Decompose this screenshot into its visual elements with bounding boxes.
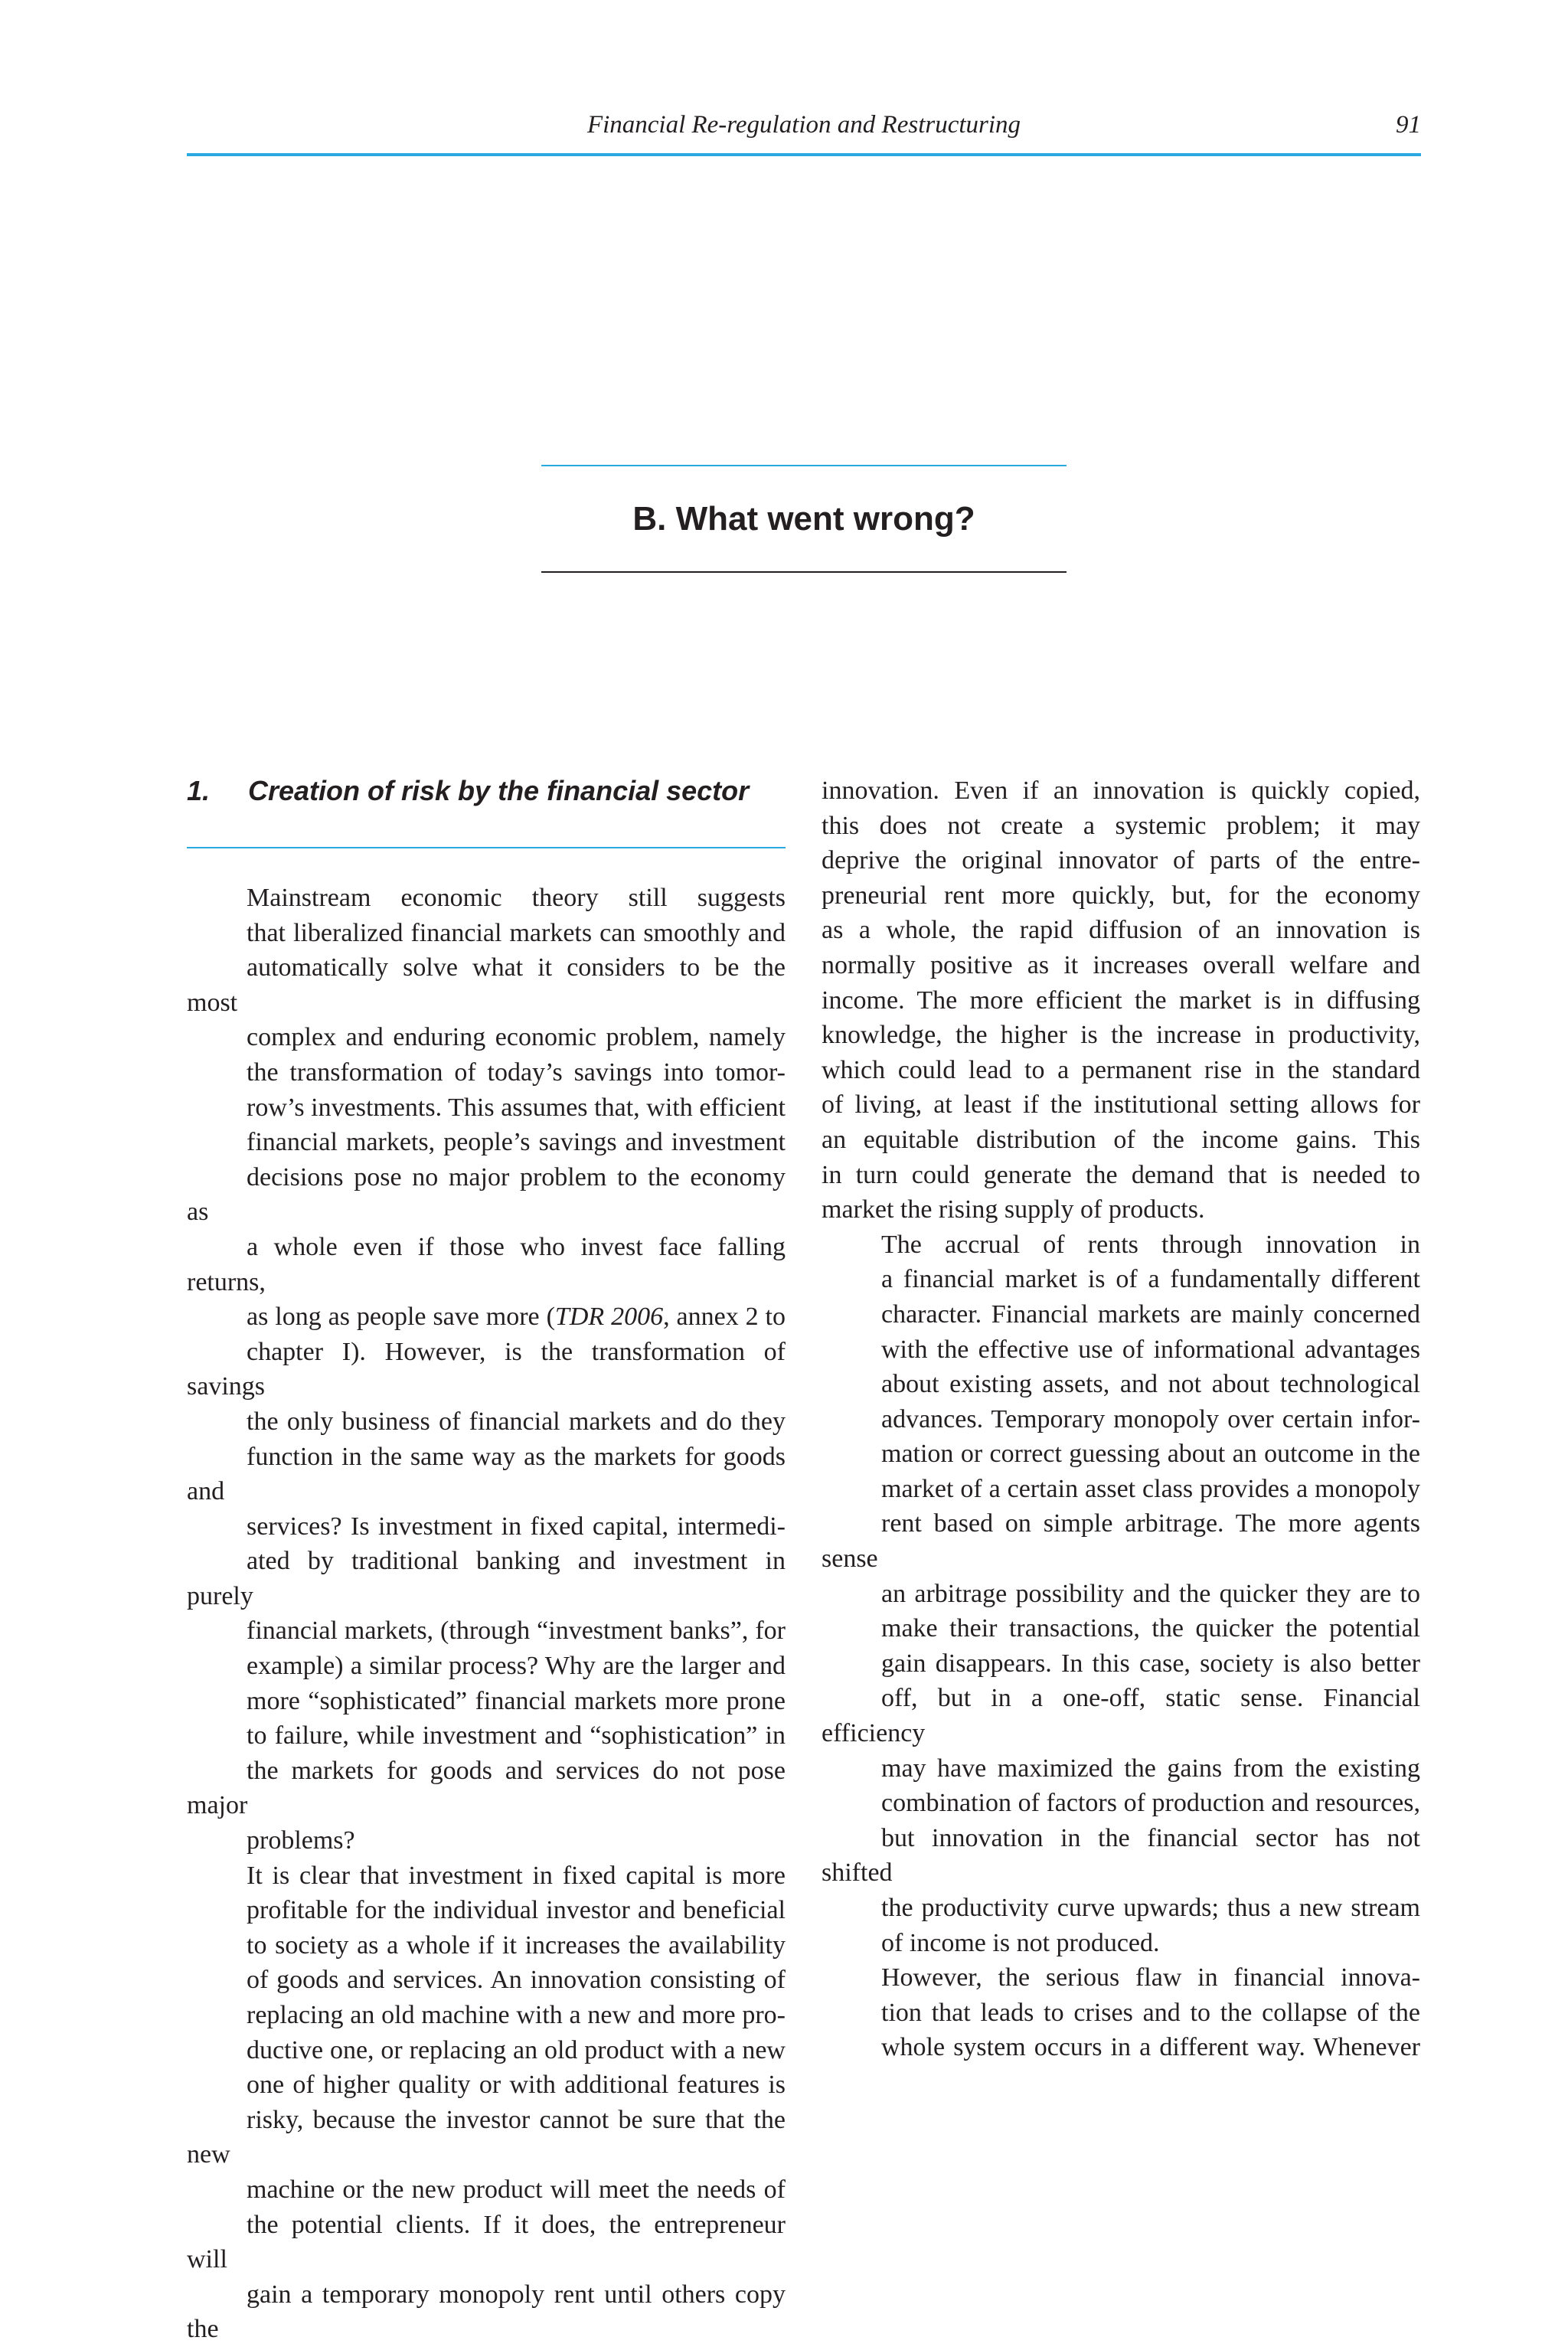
text-line: a whole even if those who invest face falling returns,: [187, 1232, 786, 1296]
right-paragraph-3: [822, 1960, 1420, 2065]
text-line: may have maximized the gains from the existing: [881, 1754, 1420, 1783]
text-line: off, but in a one-off, static sense. Financial efficiency: [822, 1684, 1420, 1748]
text-line: to failure, while investment and “sophistication” in: [247, 1721, 786, 1750]
text-line: this does not create a systemic problem; it may: [822, 811, 1420, 840]
text-line: to society as a whole if it increases the availability: [247, 1930, 786, 1960]
text-line: the productivity curve upwards; thus a new stream: [881, 1894, 1420, 1922]
text-line: one of higher quality or with additional features is: [247, 2071, 786, 2100]
right-column: [822, 773, 1420, 2065]
text-line: an equitable distribution of the income gains. This: [822, 1125, 1420, 1154]
text-line: ated by traditional banking and investment in purely: [187, 1547, 786, 1610]
text-line: character. Financial markets are mainly concerned: [881, 1299, 1420, 1329]
text-line: a financial market is of a fundamentally different: [881, 1265, 1420, 1294]
subsection-heading: [187, 773, 786, 809]
text-line: which could lead to a permanent rise in the standard: [822, 1055, 1420, 1084]
text-line: but innovation in the financial sector has not shifted: [822, 1823, 1420, 1888]
text-line: financial markets, people’s savings and investment: [247, 1128, 786, 1157]
text-line-with-citation: [187, 1299, 786, 1335]
text-line: rent based on simple arbitrage. The more agents sense: [822, 1509, 1420, 1574]
section-rule-bottom: [541, 571, 1067, 573]
text-line: The accrual of rents through innovation in: [881, 1230, 1420, 1259]
text-line: financial markets, (through “investment banks”, for: [247, 1616, 786, 1646]
text-line: replacing an old machine with a new and more pro-: [247, 2001, 786, 2029]
left-paragraph-2: [187, 1858, 786, 2347]
text-line: income. The more efficient the market is in diffusing: [822, 986, 1420, 1015]
section-rule-top: [541, 465, 1067, 466]
text-line: more “sophisticated” financial markets more prone: [247, 1686, 786, 1715]
text-line: However, the serious flaw in financial innova-: [881, 1963, 1420, 1992]
text-line: as a whole, the rapid diffusion of an innovation is: [822, 916, 1420, 945]
text-line: market the rising supply of products.: [822, 1195, 1205, 1224]
text-line: example) a similar process? Why are the larger and: [247, 1652, 786, 1681]
text-line: tion that leads to crises and to the collapse of the: [881, 1998, 1420, 2027]
text-line: in turn could generate the demand that is needed to: [822, 1160, 1420, 1189]
right-paragraph-1: [822, 773, 1420, 1227]
text-line: the potential clients. If it does, the entrepreneur will: [187, 2210, 786, 2274]
text-fragment: as long as people save more (: [247, 1303, 555, 1332]
text-line: chapter I). However, is the transformation of savings: [187, 1337, 786, 1401]
text-line: services? Is investment in fixed capital, intermedi-: [247, 1512, 786, 1541]
text-fragment: , annex 2 to: [663, 1303, 786, 1332]
text-line: function in the same way as the markets for goods and: [187, 1442, 786, 1506]
text-line: that liberalized financial markets can smoothly and: [247, 918, 786, 947]
text-line: gain a temporary monopoly rent until others copy the: [187, 2280, 786, 2344]
subsection-title: Creation of risk by the financial sector: [248, 775, 750, 806]
text-line: automatically solve what it considers to be the most: [187, 953, 786, 1017]
text-line: of goods and services. An innovation consisting of: [247, 1966, 786, 1995]
text-line: make their transactions, the quicker the potential: [881, 1614, 1420, 1643]
header-rule: [187, 153, 1421, 156]
text-line: mation or correct guessing about an outcome in the: [881, 1440, 1420, 1469]
text-line: It is clear that investment in fixed capital is more: [247, 1861, 786, 1890]
text-line: about existing assets, and not about technological: [881, 1370, 1420, 1399]
page-number: 91: [1396, 111, 1421, 139]
text-line: row’s investments. This assumes that, with efficient: [247, 1093, 786, 1122]
text-line: gain disappears. In this case, society is also better: [881, 1649, 1420, 1678]
text-line: the transformation of today’s savings into tomor-: [247, 1057, 786, 1087]
text-line: normally positive as it increases overall welfare and: [822, 950, 1420, 979]
text-line: an arbitrage possibility and the quicker they are to: [881, 1579, 1420, 1608]
text-line: the only business of financial markets and do they: [247, 1407, 786, 1436]
text-line: profitable for the individual investor and beneficial: [247, 1896, 786, 1925]
text-line: problems?: [247, 1826, 355, 1855]
text-line: knowledge, the higher is the increase in productivity,: [822, 1021, 1420, 1050]
text-line: deprive the original innovator of parts of the entre-: [822, 846, 1420, 875]
text-line: combination of factors of production and resources,: [881, 1789, 1420, 1818]
text-line: of living, at least if the institutional setting allows for: [822, 1090, 1420, 1120]
text-line: decisions pose no major problem to the economy as: [187, 1162, 786, 1227]
text-line: of income is not produced.: [881, 1928, 1160, 1957]
text-line: Mainstream economic theory still suggests: [247, 884, 786, 912]
left-column: [187, 773, 786, 2347]
text-line: complex and enduring economic problem, namely: [247, 1023, 786, 1052]
subsection-number: 1.: [187, 775, 211, 806]
section-heading: B. What went wrong?: [632, 500, 975, 538]
text-line: market of a certain asset class provides a monopoly: [881, 1474, 1420, 1503]
text-line: the markets for goods and services do not pose major: [187, 1756, 786, 1820]
text-line: machine or the new product will meet the needs of: [247, 2175, 786, 2204]
right-paragraph-2: [822, 1227, 1420, 1960]
text-line: ductive one, or replacing an old product with a new: [247, 2035, 786, 2064]
running-head: [187, 106, 1421, 144]
running-title: Financial Re-regulation and Restructuring: [586, 111, 1021, 139]
subsection-rule: [187, 847, 786, 848]
left-paragraph-1: [187, 881, 786, 1858]
text-line: with the effective use of informational advantages: [881, 1335, 1420, 1364]
text-line: preneurial rent more quickly, but, for the economy: [822, 881, 1420, 910]
text-line: innovation. Even if an innovation is quickly copied,: [822, 776, 1420, 805]
citation-tdr: TDR 2006: [554, 1303, 664, 1332]
text-line: advances. Temporary monopoly over certain infor-: [881, 1404, 1420, 1433]
text-line: risky, because the investor cannot be sure that the new: [187, 2105, 786, 2169]
text-line: whole system occurs in a different way. Whenever: [881, 2033, 1420, 2062]
